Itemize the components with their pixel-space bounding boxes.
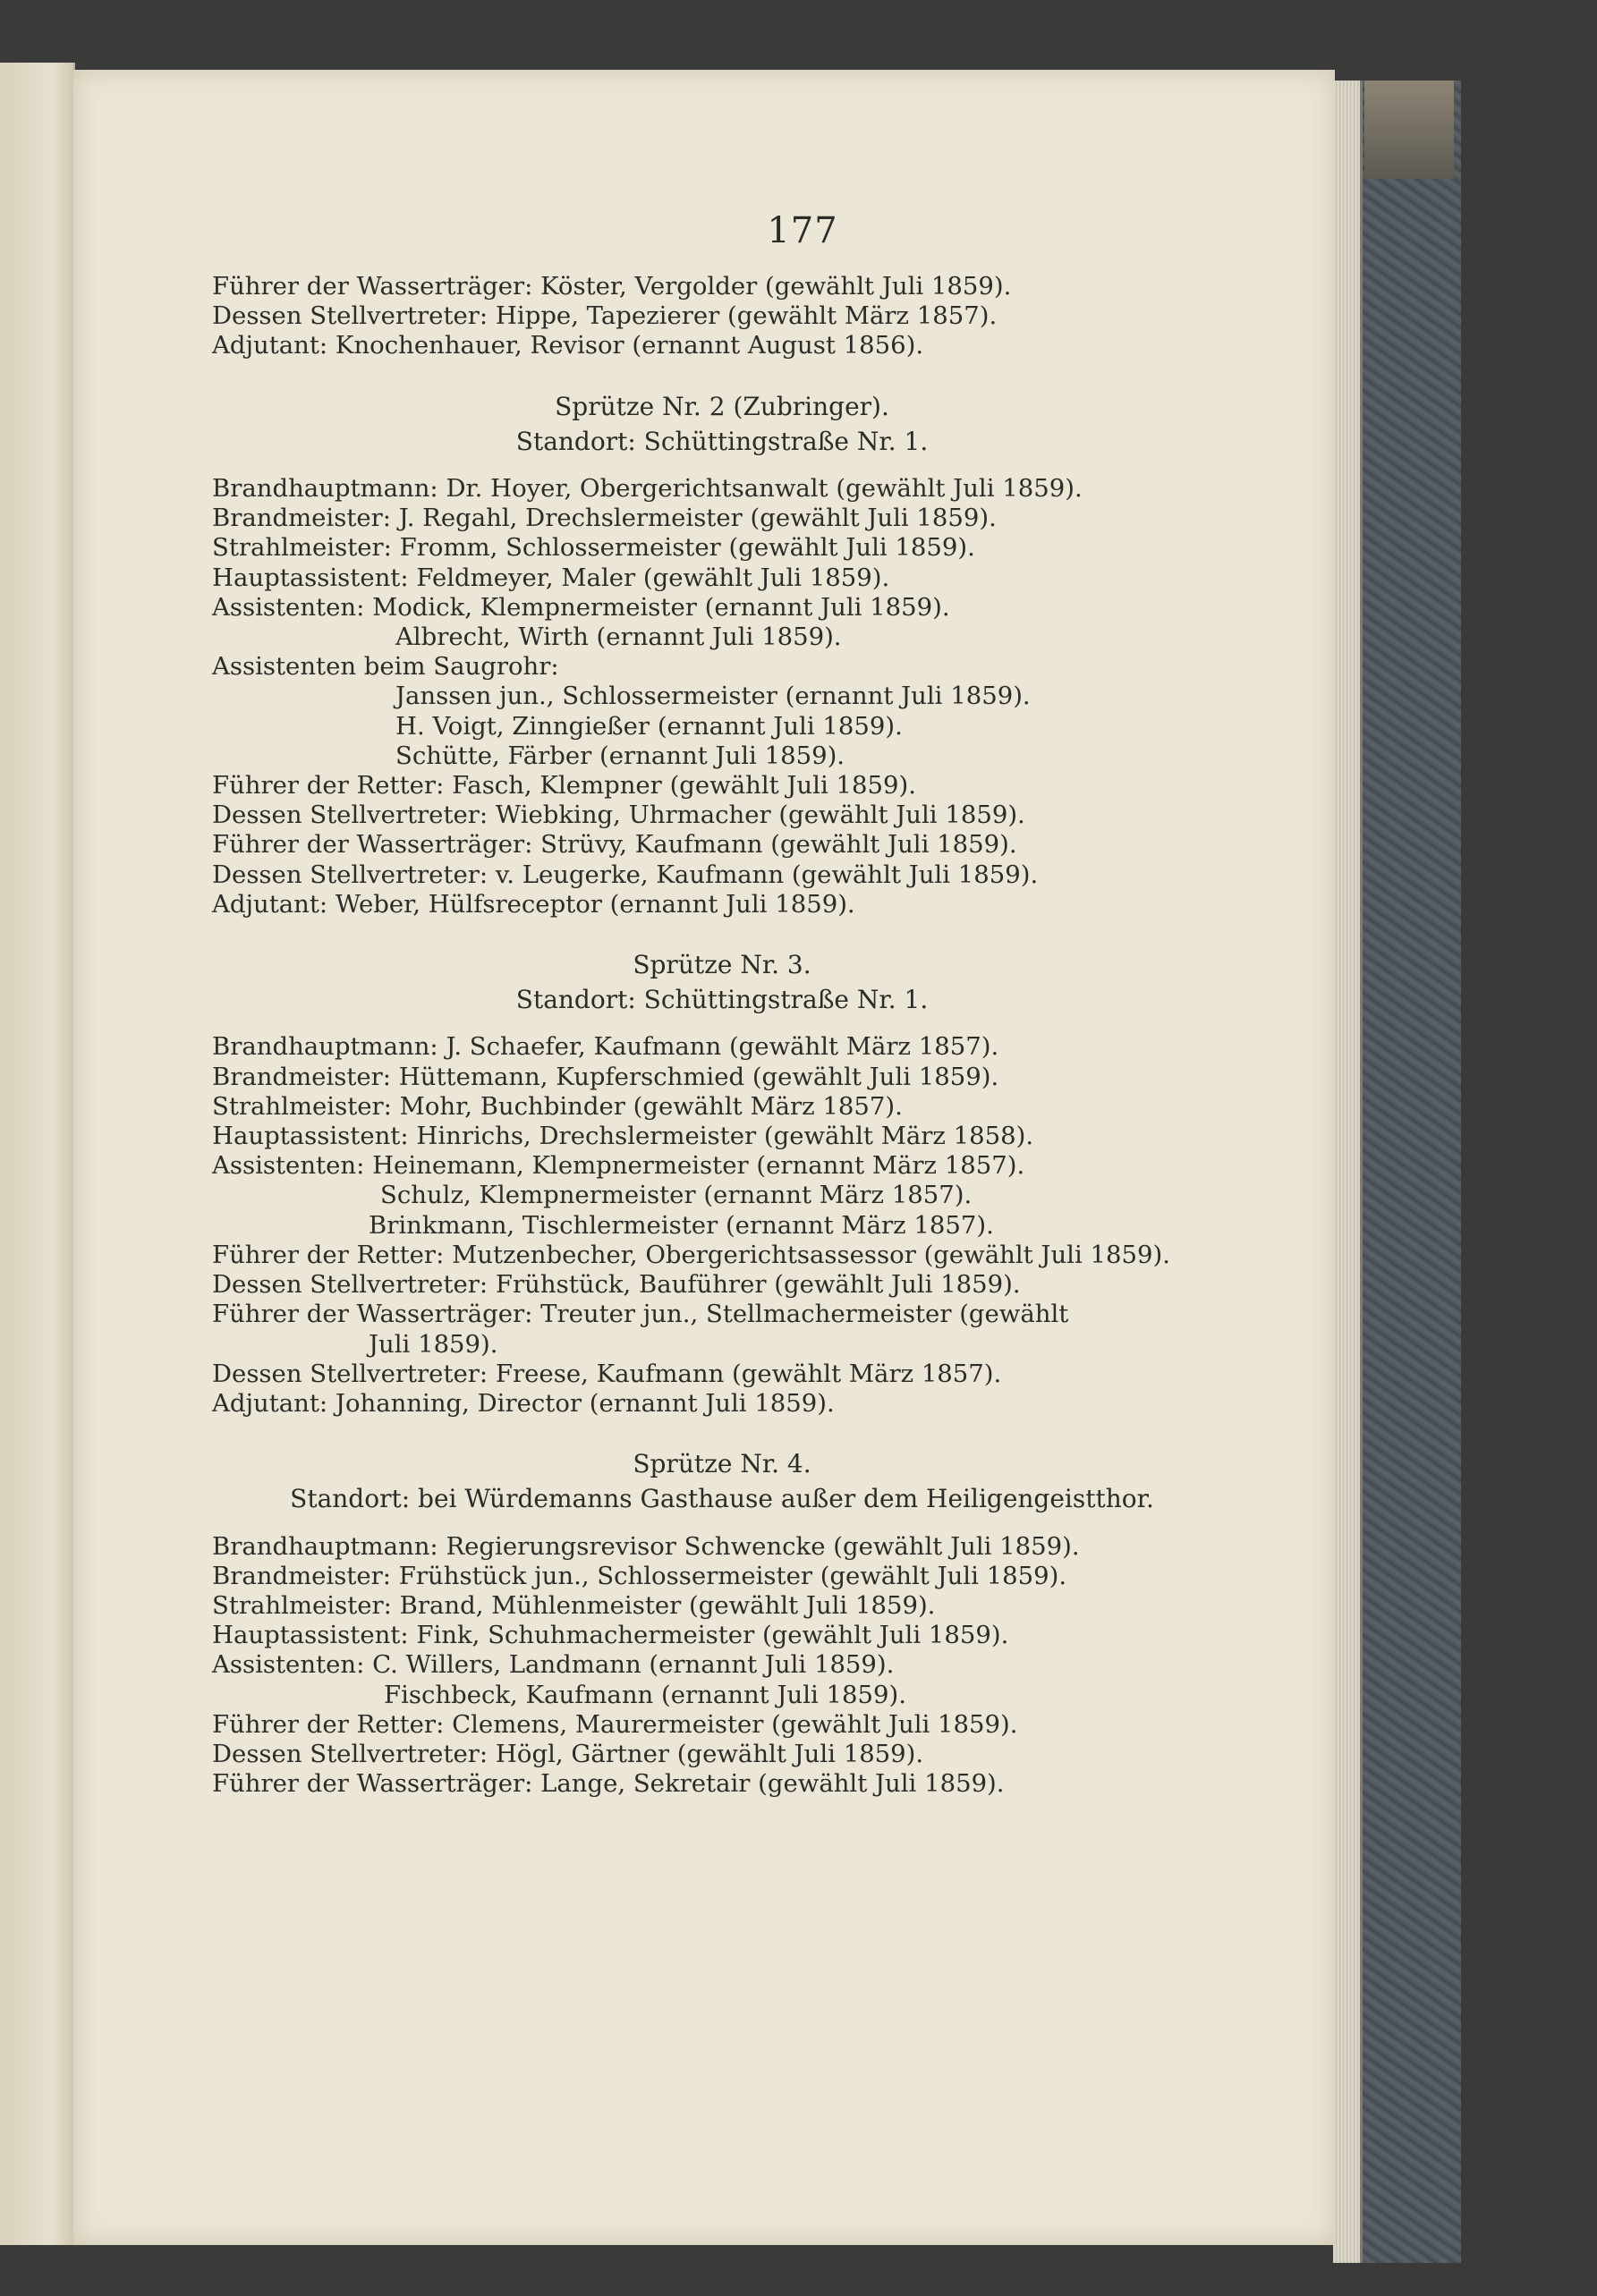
text-line: Janssen jun., Schlossermeister (ernannt Juli 1859). xyxy=(395,682,1031,711)
text-line: Albrecht, Wirth (ernannt Juli 1859). xyxy=(395,623,842,652)
page-number: 177 xyxy=(767,210,838,251)
text-line: Dessen Stellvertreter: Wiebking, Uhrmacher (gewählt Juli 1859). xyxy=(212,801,1025,830)
text-line: Führer der Wasserträger: Lange, Sekretair (gewählt Juli 1859). xyxy=(212,1769,1005,1799)
text-line: Schulz, Klempnermeister (ernannt März 1857). xyxy=(380,1181,973,1210)
text-line: Juli 1859). xyxy=(369,1329,498,1359)
book-cover xyxy=(1360,80,1461,2263)
text-line: Führer der Wasserträger: Strüvy, Kaufmann (gewählt Juli 1859). xyxy=(212,830,1017,860)
text-line: Schütte, Färber (ernannt Juli 1859). xyxy=(395,741,845,770)
left-page-edge xyxy=(0,63,75,2245)
text-line: Assistenten: Heinemann, Klempnermeister (ernannt März 1857). xyxy=(212,1151,1025,1181)
section-title: Sprütze Nr. 2 (Zubringer). xyxy=(555,391,889,421)
text-line: Dessen Stellvertreter: Hippe, Tapezierer (gewählt März 1857). xyxy=(212,301,998,331)
text-line: Assistenten: C. Willers, Landmann (ernannt Juli 1859). xyxy=(212,1650,895,1680)
section-title: Sprütze Nr. 3. xyxy=(633,950,811,980)
text-line: Adjutant: Knochenhauer, Revisor (ernannt August 1856). xyxy=(212,331,924,360)
text-line: Führer der Retter: Fasch, Klempner (gewählt Juli 1859). xyxy=(212,771,916,801)
section-spruetze-2 xyxy=(212,392,1232,919)
text-line: Dessen Stellvertreter: Frühstück, Bauführer (gewählt Juli 1859). xyxy=(212,1270,1021,1300)
text-line: Adjutant: Johanning, Director (ernannt Juli 1859). xyxy=(212,1388,835,1418)
text-line: Strahlmeister: Fromm, Schlossermeister (gewählt Juli 1859). xyxy=(212,533,975,563)
text-line: Führer der Retter: Clemens, Maurermeister (gewählt Juli 1859). xyxy=(212,1709,1018,1739)
text-line: Führer der Wasserträger: Köster, Vergolder (gewählt Juli 1859). xyxy=(212,272,1012,301)
text-line: Brandhauptmann: J. Schaefer, Kaufmann (gewählt März 1857). xyxy=(212,1032,999,1062)
text-line: Hauptassistent: Hinrichs, Drechslermeister (gewählt März 1858). xyxy=(212,1122,1034,1151)
section-location: Standort: Schüttingstraße Nr. 1. xyxy=(515,985,929,1015)
book-cover-corner xyxy=(1364,80,1454,179)
book-page xyxy=(73,70,1335,2245)
text-line: H. Voigt, Zinngießer (ernannt Juli 1859). xyxy=(395,711,903,741)
section-title: Sprütze Nr. 4. xyxy=(633,1449,811,1479)
section-spruetze-4 xyxy=(212,1449,1232,1799)
text-line: Strahlmeister: Mohr, Buchbinder (gewählt März 1857). xyxy=(212,1091,903,1121)
text-line: Assistenten beim Saugrohr: xyxy=(212,652,559,682)
text-line: Brinkmann, Tischlermeister (ernannt März 1857). xyxy=(369,1210,994,1240)
text-line: Dessen Stellvertreter: Freese, Kaufmann (gewählt März 1857). xyxy=(212,1359,1002,1388)
text-line: Hauptassistent: Feldmeyer, Maler (gewählt Juli 1859). xyxy=(212,563,890,592)
text-line: Hauptassistent: Fink, Schuhmachermeister (gewählt Juli 1859). xyxy=(212,1621,1009,1650)
text-line: Fischbeck, Kaufmann (ernannt Juli 1859). xyxy=(384,1680,906,1709)
section-continuation xyxy=(212,272,1232,361)
text-line: Adjutant: Weber, Hülfsreceptor (ernannt Juli 1859). xyxy=(212,889,855,919)
text-line: Brandhauptmann: Regierungsrevisor Schwencke (gewählt Juli 1859). xyxy=(212,1531,1080,1561)
text-line: Assistenten: Modick, Klempnermeister (ernannt Juli 1859). xyxy=(212,592,950,622)
text-line: Brandmeister: J. Regahl, Drechslermeister (gewählt Juli 1859). xyxy=(212,504,997,533)
text-line: Führer der Wasserträger: Treuter jun., Stellmachermeister (gewählt xyxy=(212,1300,1069,1329)
text-line: Führer der Retter: Mutzenbecher, Obergerichtsassessor (gewählt Juli 1859). xyxy=(212,1240,1170,1269)
text-line: Dessen Stellvertreter: v. Leugerke, Kaufmann (gewählt Juli 1859). xyxy=(212,860,1039,889)
section-location: Standort: Schüttingstraße Nr. 1. xyxy=(515,426,929,456)
page-content xyxy=(212,204,1232,1799)
text-line: Brandmeister: Hüttemann, Kupferschmied (gewählt Juli 1859). xyxy=(212,1062,999,1091)
text-line: Dessen Stellvertreter: Högl, Gärtner (gewählt Juli 1859). xyxy=(212,1739,924,1768)
text-line: Brandhauptmann: Dr. Hoyer, Obergerichtsanwalt (gewählt Juli 1859). xyxy=(212,474,1083,504)
text-line: Brandmeister: Frühstück jun., Schlossermeister (gewählt Juli 1859). xyxy=(212,1561,1067,1590)
section-spruetze-3 xyxy=(212,950,1232,1419)
text-line: Strahlmeister: Brand, Mühlenmeister (gewählt Juli 1859). xyxy=(212,1590,936,1620)
section-location: Standort: bei Würdemanns Gasthause außer dem Heiligengeistthor. xyxy=(290,1484,1154,1514)
